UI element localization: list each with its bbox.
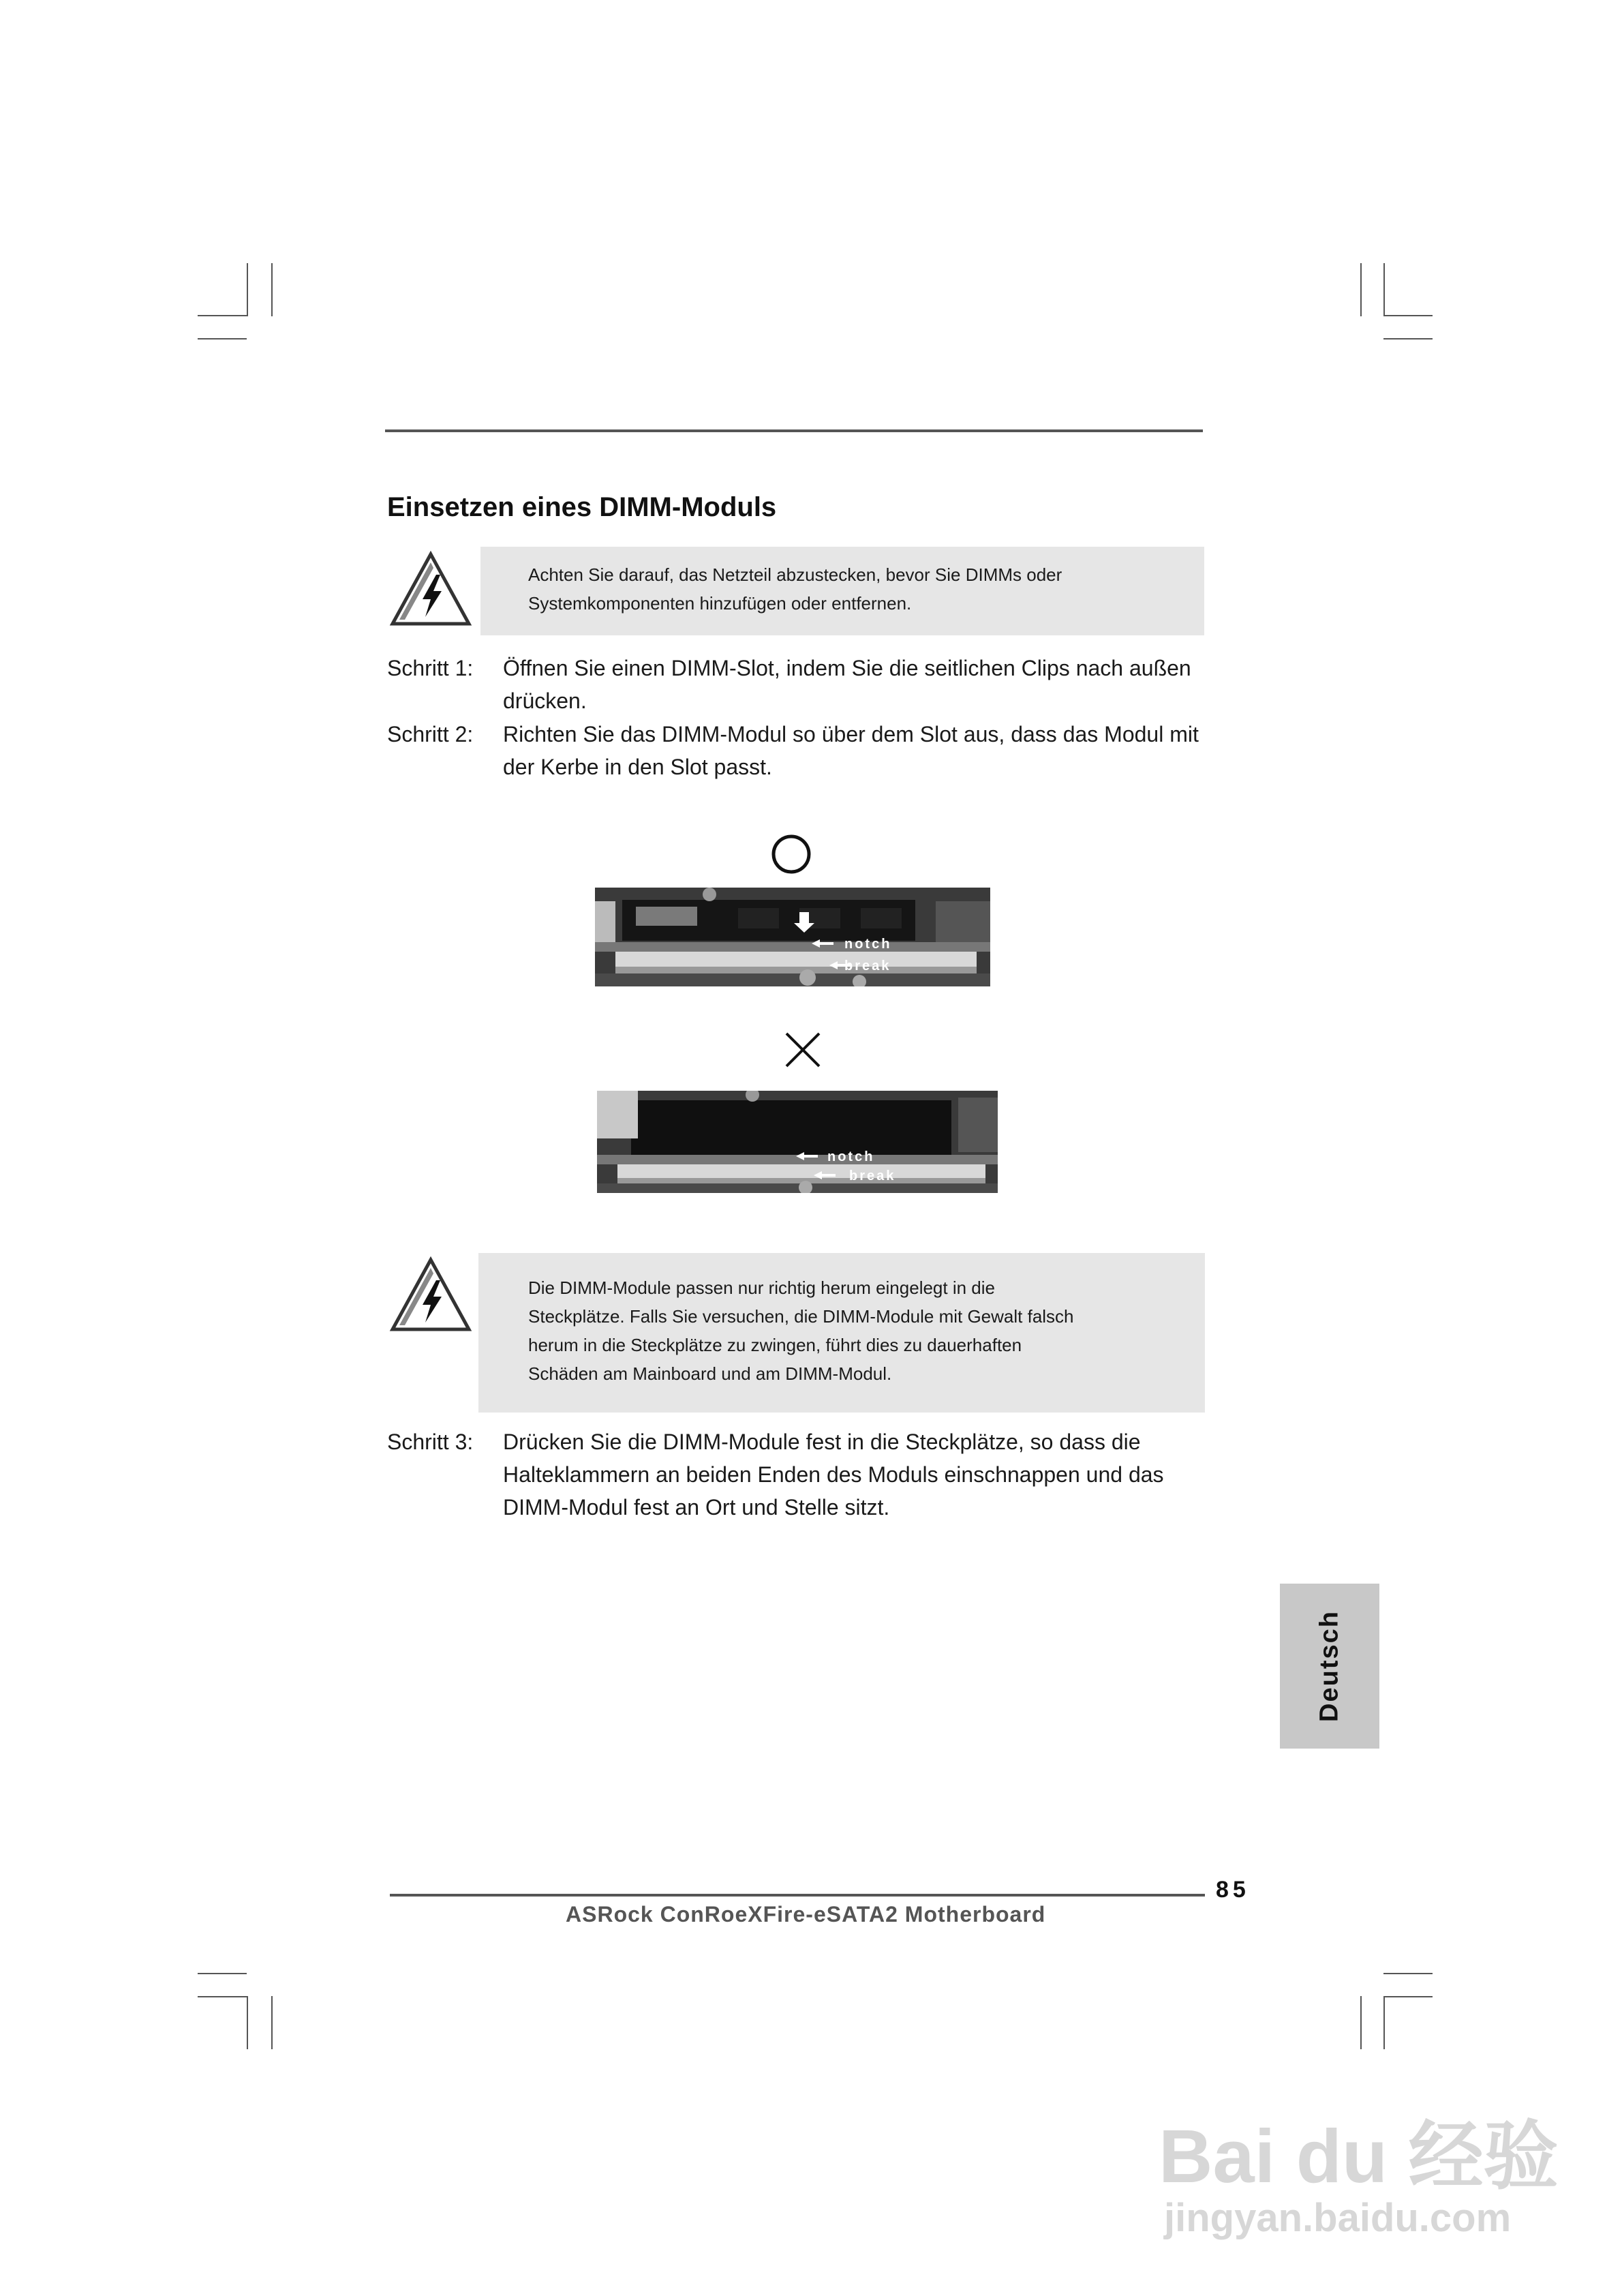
crop-mark (198, 338, 247, 339)
caution-line: Steckplätze. Falls Sie versuchen, die DIMM-Module mit Gewalt falsch (528, 1306, 1074, 1327)
crop-mark (271, 263, 273, 316)
crop-mark (1383, 1973, 1433, 1974)
wrong-cross-icon (782, 1029, 823, 1070)
dimm-correct-photo (595, 888, 990, 986)
crop-mark (198, 1996, 247, 1997)
crop-mark (1383, 338, 1433, 339)
warning-icon (388, 1254, 474, 1336)
step-line: Richten Sie das DIMM-Modul so über dem Slot aus, dass das Modul mit (503, 722, 1199, 746)
notch-label: notch (827, 1149, 875, 1164)
crop-mark (1383, 1996, 1385, 2049)
language-tab (1280, 1584, 1379, 1749)
crop-mark (1360, 263, 1362, 316)
page-number: 85 (1216, 1877, 1250, 1903)
caution-line: Schäden am Mainboard und am DIMM-Modul. (528, 1363, 892, 1384)
footer-rule (390, 1894, 1205, 1897)
watermark-url: jingyan.baidu.com (1164, 2196, 1512, 2240)
step-line: drücken. (503, 689, 587, 713)
step-3 (387, 1425, 1587, 1528)
section-heading: Einsetzen eines DIMM-Moduls (387, 492, 777, 522)
caution-note (478, 1253, 1205, 1413)
caution-line: Systemkomponenten hinzufügen oder entfernen. (528, 593, 912, 614)
crop-mark (271, 1996, 273, 2049)
crop-mark (1383, 315, 1433, 316)
crop-mark (1383, 263, 1385, 316)
step-1 (387, 652, 1587, 720)
step-line: der Kerbe in den Slot passt. (503, 755, 772, 779)
step-text (503, 652, 1587, 717)
step-label: Schritt 3: (387, 1430, 474, 1454)
caution-line: herum in die Steckplätze zu zwingen, führt dies zu dauerhaften (528, 1335, 1022, 1355)
break-label: break (844, 958, 891, 973)
correct-circle-icon (770, 833, 812, 875)
crop-mark (198, 1973, 247, 1974)
step-line: Öffnen Sie einen DIMM-Slot, indem Sie die seitlichen Clips nach außen (503, 656, 1191, 680)
language-tab-label: Deutsch (1315, 1610, 1344, 1722)
step-text (503, 718, 1587, 783)
footer-title: ASRock ConRoeXFire-eSATA2 Motherboard (566, 1902, 1046, 1927)
watermark-brand: Bai du 经验 (1159, 2115, 1559, 2199)
step-text (503, 1425, 1587, 1524)
crop-mark (198, 315, 247, 316)
header-rule (385, 429, 1203, 432)
step-line: Drücken Sie die DIMM-Module fest in die Steckplätze, so dass die (503, 1430, 1141, 1454)
crop-mark (1383, 1996, 1433, 1997)
crop-mark (1360, 1996, 1362, 2049)
caution-note (480, 547, 1204, 635)
step-line: Halteklammern an beiden Enden des Moduls einschnappen und das (503, 1462, 1164, 1487)
crop-mark (247, 1996, 248, 2049)
step-label: Schritt 1: (387, 656, 474, 680)
dimm-wrong-photo (597, 1091, 998, 1193)
break-label: break (849, 1168, 896, 1183)
step-line: DIMM-Modul fest an Ort und Stelle sitzt. (503, 1495, 890, 1520)
notch-label: notch (844, 937, 892, 952)
crop-mark (247, 263, 248, 316)
warning-icon (388, 549, 474, 631)
step-2 (387, 718, 1587, 786)
step-label: Schritt 2: (387, 722, 474, 746)
caution-line: Die DIMM-Module passen nur richtig herum eingelegt in die (528, 1278, 995, 1298)
caution-line: Achten Sie darauf, das Netzteil abzustecken, bevor Sie DIMMs oder (528, 564, 1062, 585)
